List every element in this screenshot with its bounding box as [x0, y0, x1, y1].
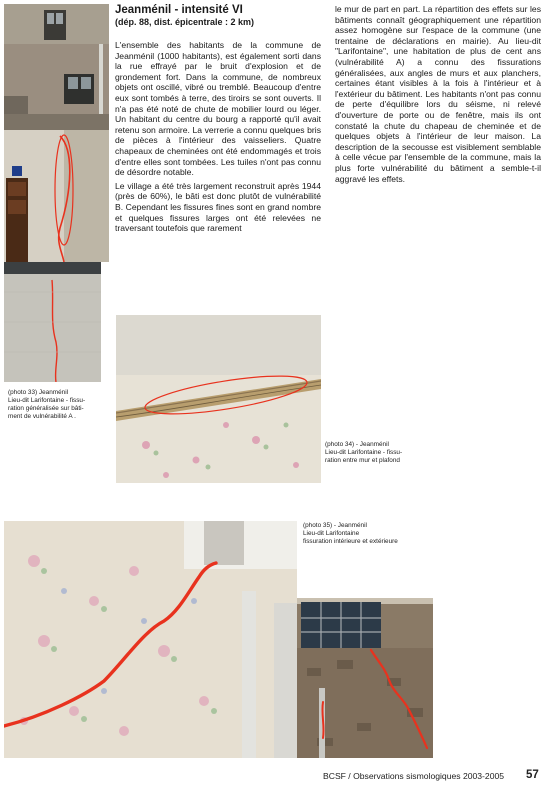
caption-line: fissuration intérieure et extérieure [303, 538, 398, 545]
photo-34-caption [325, 441, 445, 465]
photo-35-exterior-crack [297, 598, 433, 758]
photo-33-wall-crack [4, 262, 101, 382]
caption-line: Lieu-dit Larifontaine - fissu- [8, 397, 86, 404]
caption-line: Lieu-dit Larifontaine - fissu- [325, 449, 403, 456]
photo-35-interior-crack [4, 521, 297, 758]
photo-34-ceiling-crack [116, 315, 321, 483]
paragraph: Le village a été très largement reconstruit après 1944 (près de 60%), le bâti est donc plutôt de vulnérabilité B. Cependant les fissures fines sont en grand nombre et quelques fissures larges ont été relevées ne traversant toutefois que rarement [115, 180, 321, 234]
middle-column-text [115, 40, 321, 237]
photo-33-caption [8, 389, 108, 421]
photo-35-caption [303, 522, 443, 546]
caption-line: (photo 34) - Jeanménil [325, 441, 389, 448]
page-number: 57 [526, 769, 539, 781]
photo-33-interior [4, 130, 109, 262]
page-subtitle: (dép. 88, dist. épicentrale : 2 km) [115, 17, 255, 27]
paragraph: le mur de part en part. La répartition des effets sur les bâtiments connaît géographiquement une répartition assez homogène sur l'espace de la commune (une trentaine de déclarations en mairie). Au lieu-dit "Larifontaine", une habitation de plus de cent ans (vulnérabilité A) a connu des fissurations généralisées, aux angles de murs et aux planchers, certaines étant visibles à la fois à l'intérieur et à l'extérieur du bâtiment. Les habitants n'ont pas connu de perte d'équilibre lors du séisme, ni relevé d'ouverture de porte ou de fenêtre, mais ils ont constaté la chute du chapeau de cheminée et de quelques objets à l'intérieur de leur maison. La description de la secousse est visiblement semblable à celle vécue par l'ensemble de la commune, mais la plus forte vulnérabilité du bâtiment a semble-t-il aggravé les effets. [335, 4, 541, 184]
right-column-text [335, 4, 541, 187]
caption-line: Lieu-dit Larifontaine [303, 530, 360, 537]
caption-line: ration généralisée sur bâti- [8, 405, 84, 412]
page-title: Jeanménil - intensité VI [115, 4, 243, 16]
footer-text: BCSF / Observations sismologiques 2003-2005 [323, 771, 505, 781]
caption-line: (photo 35) - Jeanménil [303, 522, 367, 529]
photo-33-exterior [4, 4, 109, 130]
caption-line: (photo 33) Jeanménil [8, 389, 69, 396]
caption-line: ration entre mur et plafond [325, 457, 400, 464]
caption-line: ment de vulnérabilité A . [8, 413, 76, 420]
paragraph: L'ensemble des habitants de la commune de Jeanménil (1000 habitants), est également sorti dans la rue effrayé par le bruit d'explosion et de grondement fort. Dans la commune, de nombreux objets ont oscillé, vibré ou tremblé. Beaucoup d'entre eux sont tombés à terre, des tiroirs se sont ouverts. Il n'a pas été noté de chute de mobilier lourd ou léger. Un habitant du centre du bourg a rapporté qu'il avait retenu son armoire. La verrerie a connu quelques bris de pièces à l'intérieur des vaisseliers. Quatre chapeaux de cheminées ont été endommagés et trois d'entre elles sont tombées. Les tuiles n'ont pas connu de désordre notable. [115, 40, 321, 178]
